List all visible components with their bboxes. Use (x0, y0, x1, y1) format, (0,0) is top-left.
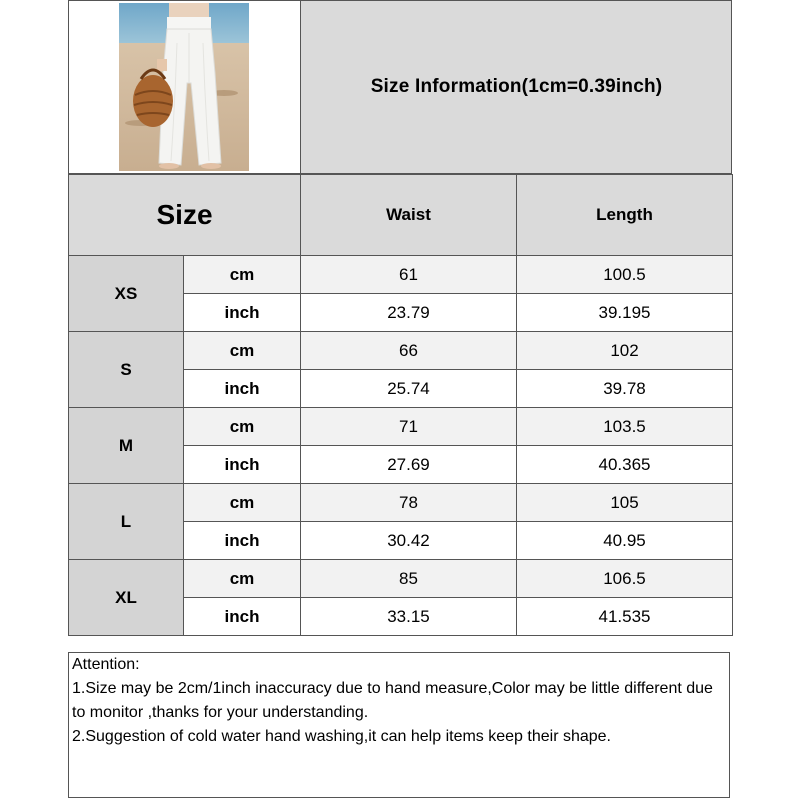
waist-value: 61 (301, 256, 517, 294)
size-label: M (69, 408, 184, 484)
length-value: 100.5 (517, 256, 733, 294)
unit-label: cm (184, 408, 301, 446)
attention-notes (68, 652, 730, 798)
waist-value: 25.74 (301, 370, 517, 408)
size-info-title: Size Information(1cm=0.39inch) (370, 76, 663, 97)
waist-value: 33.15 (301, 598, 517, 636)
unit-label: cm (184, 332, 301, 370)
size-chart (68, 0, 732, 800)
length-value: 39.78 (517, 370, 733, 408)
length-value: 40.95 (517, 522, 733, 560)
chart-header (68, 0, 732, 174)
waist-value: 85 (301, 560, 517, 598)
unit-label: cm (184, 560, 301, 598)
table-row (69, 408, 733, 446)
table-row (69, 560, 733, 598)
table-row (69, 332, 733, 370)
waist-value: 30.42 (301, 522, 517, 560)
unit-label: inch (184, 522, 301, 560)
size-table (68, 174, 733, 636)
unit-label: cm (184, 484, 301, 522)
table-row (69, 484, 733, 522)
unit-label: inch (184, 446, 301, 484)
note-washing: 2.Suggestion of cold water hand washing,it can help items keep their shape. (72, 728, 611, 745)
waist-value: 66 (301, 332, 517, 370)
product-photo (69, 1, 301, 173)
unit-label: cm (184, 256, 301, 294)
notes-heading: Attention: (72, 656, 140, 673)
waist-header: Waist (301, 175, 517, 256)
unit-label: inch (184, 370, 301, 408)
waist-value: 27.69 (301, 446, 517, 484)
size-label: XL (69, 560, 184, 636)
length-value: 41.535 (517, 598, 733, 636)
product-image (119, 3, 249, 171)
size-label: S (69, 332, 184, 408)
table-row (69, 256, 733, 294)
length-value: 103.5 (517, 408, 733, 446)
unit-label: inch (184, 598, 301, 636)
waist-value: 78 (301, 484, 517, 522)
size-label: XS (69, 256, 184, 332)
length-value: 39.195 (517, 294, 733, 332)
unit-label: inch (184, 294, 301, 332)
waist-value: 71 (301, 408, 517, 446)
note-measurement: 1.Size may be 2cm/1inch inaccuracy due to hand measure,Color may be little different due to monitor ,thanks for your understanding. (72, 680, 713, 721)
waist-value: 23.79 (301, 294, 517, 332)
table-header-row (69, 175, 733, 256)
length-value: 40.365 (517, 446, 733, 484)
length-header: Length (517, 175, 733, 256)
size-header: Size (69, 175, 301, 256)
length-value: 105 (517, 484, 733, 522)
size-label: L (69, 484, 184, 560)
length-value: 102 (517, 332, 733, 370)
length-value: 106.5 (517, 560, 733, 598)
